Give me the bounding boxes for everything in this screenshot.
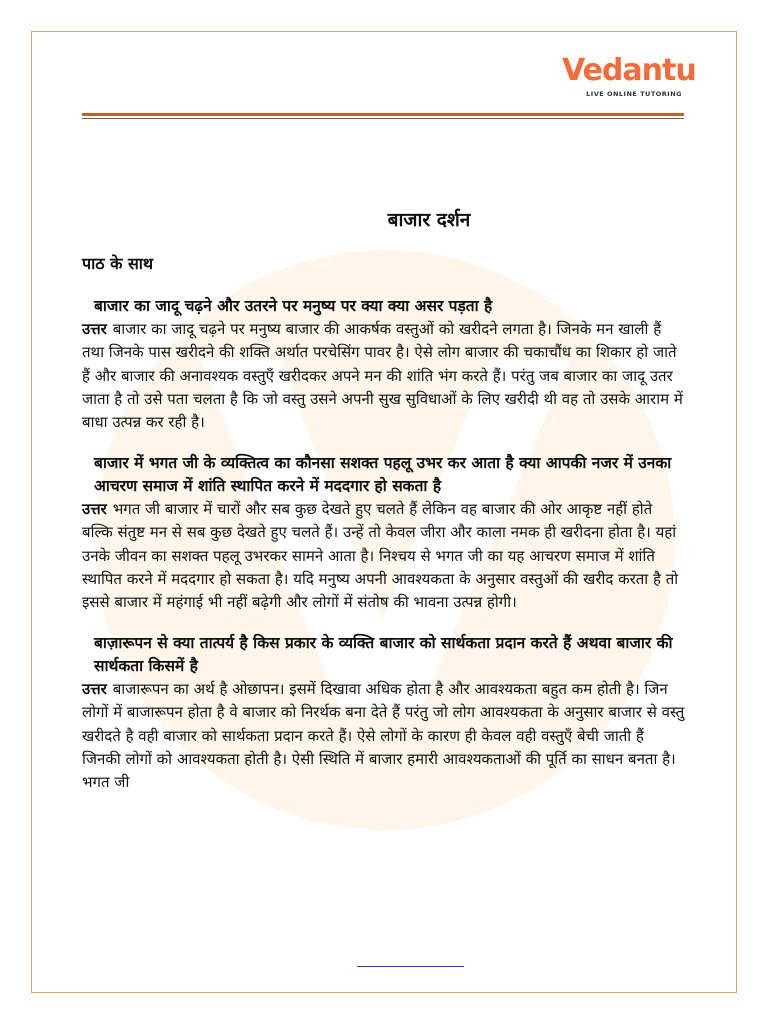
answer <box>82 678 686 794</box>
answer <box>82 498 686 614</box>
question: बाज़ारूपन से क्या तात्पर्य है किस प्रकार के व्यक्ति बाजार को सार्थकता प्रदान करते हैं अथवा बाजार की सार्थकता किसमें है <box>94 634 673 676</box>
question: बाजार का जादू चढ़ने और उतरने पर मनुष्य पर क्या क्या असर पड़ता है <box>94 297 493 316</box>
page-title: बाजार दर्शन <box>387 209 471 231</box>
answer-label: उत्तर <box>82 320 107 339</box>
answer <box>82 318 686 434</box>
qa-item <box>82 632 686 794</box>
logo-wordmark: Vedantu <box>562 53 696 88</box>
logo-tagline: LIVE ONLINE TUTORING <box>586 90 682 98</box>
footer-link-underline[interactable] <box>357 966 464 967</box>
section-heading: पाठ के साथ <box>82 254 154 273</box>
answer-text: बाजारूपन का अर्थ है ओछापन। इसमें दिखावा अधिक होता है और आवश्यकता बहुत कम होती है। जिन लोगों में बाजारूपन होता है वे बाजार को निरर्थक बना देते हैं परंतु जो लोग आवश्यकता के अनुसार बाजार से वस्तु खरीदते है वही बाजार को सार्थकता प्रदान करते हैं। ऐसे लोगों के कारण ही केवल वही वस्तुएँ बेची जाती हैं जिनकी लोगों को आवश्यकता होती है। ऐसी स्थिति में बाजार हमारी आवश्यकताओं की पूर्ति का साधन बनता है। भगत जी <box>82 680 685 792</box>
answer-text: भगत जी बाजार में चारों और सब कुछ देखते हुए चलते हैं लेकिन वह बाजार की ओर आकृष्ट नहीं होते बल्कि संतुष्ट मन से सब कुछ देखते हुए चलते हैं। उन्हें तो केवल जीरा और काला नमक ही खरीदना होता है। यहां उनके जीवन का सशक्त पहलू उभरकर सामने आता है। निश्चय से भगत जी का यह आचरण समाज में शांति स्थापित करने में मददगार हो सकता है। यदि मनुष्य अपनी आवश्यकता के अनुसार वस्तुओं की खरीद करता है तो इससे बाजार में महंगाई भी नहीं बढ़ेगी और लोगों में संतोष की भावना उत्पन्न होगी। <box>82 500 679 612</box>
qa-item <box>82 295 686 434</box>
question: बाजार में भगत जी के व्यक्तित्व का कौनसा सशक्त पहलू उभर कर आता है क्या आपकी नजर में उनका आचरण समाज में शांति स्थापित करने में मददगार हो सकता है <box>94 454 672 496</box>
qa-item <box>82 452 686 614</box>
document-body <box>82 206 686 812</box>
answer-text: बाजार का जादू चढ़ने पर मनुष्य बाजार की आकर्षक वस्तुओं को खरीदने लगता है। जिनके मन खाली हैं तथा जिनके पास खरीदने की शक्ति अर्थात परचेसिंग पावर है। ऐसे लोग बाजार की चकाचौंध का शिकार हो जाते हैं और बाजार की अनावश्यक वस्तुएँ खरीदकर अपने मन की शांति भंग करते हैं। परंतु जब बाजार का जादू उतर जाता है तो उसे पता चलता है कि जो वस्तु उसने अपनी सुख सुविधाओं के लिए खरीदी थी वह तो उसके आराम में बाधा उत्पन्न कर रही है। <box>82 320 683 432</box>
header-divider <box>82 113 684 116</box>
answer-label: उत्तर <box>82 500 107 519</box>
answer-label: उत्तर <box>82 680 107 699</box>
header-divider-thin <box>82 118 684 119</box>
brand-logo[interactable] <box>562 53 696 104</box>
